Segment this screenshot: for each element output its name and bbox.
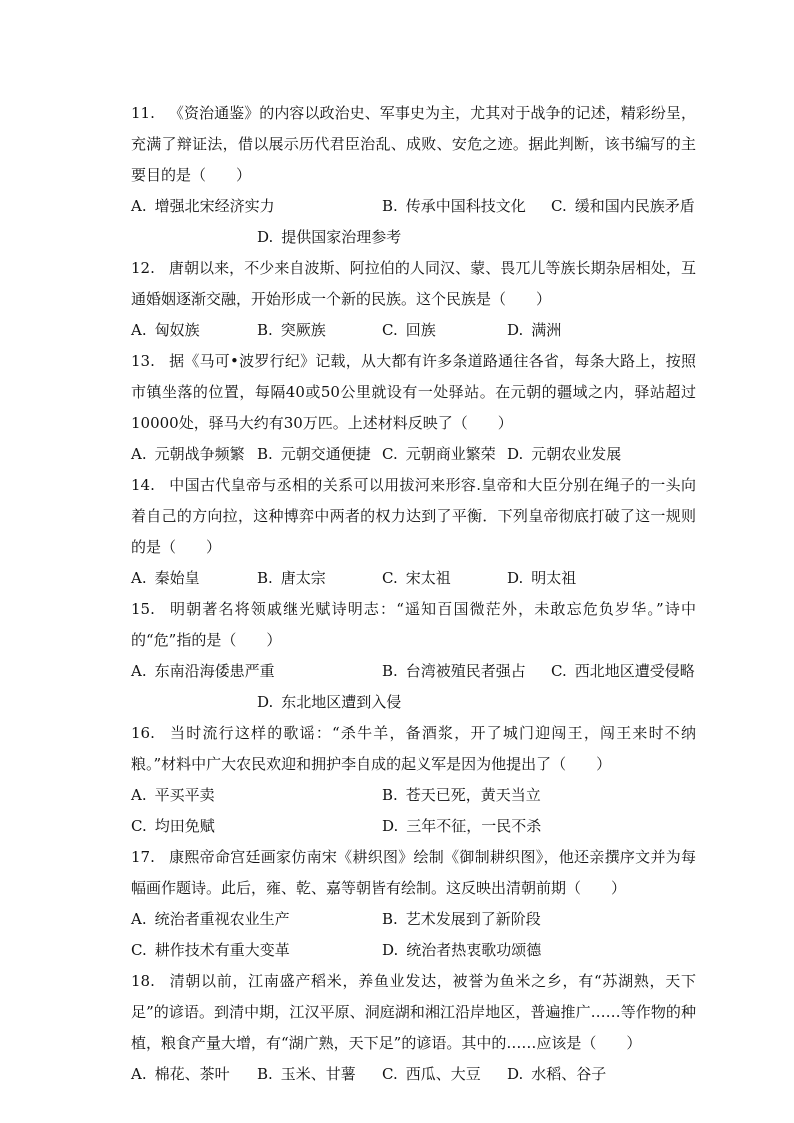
option-d: D. 东北地区遭到入侵 — [257, 693, 402, 711]
option-a: A. 元朝战争频繁 — [131, 445, 245, 463]
option-d: D. 三年不征，一民不杀 — [382, 817, 542, 835]
option-c: C. 宋太祖 — [382, 569, 451, 587]
option-d: D. 明太祖 — [507, 569, 577, 587]
option-a: A. 东南沿海倭患严重 — [131, 662, 275, 680]
question-17 — [131, 842, 696, 966]
option-c: C. 缓和国内民族矛盾 — [551, 197, 695, 215]
question-text: 明朝著名将领戚继光赋诗明志：“遥知百国微茫外，未敢忘危负岁华。”诗中的“危”指的是（ ） — [131, 600, 696, 649]
option-a: A. 统治者重视农业生产 — [131, 910, 290, 928]
option-b: B. 传承中国科技文化 — [382, 197, 526, 215]
question-text: 当时流行这样的歌谣：“杀牛羊，备酒浆，开了城门迎闯王，闯王来时不纳粮。”材料中广大农民欢迎和拥护李自成的起义军是因为他提出了（ ） — [131, 724, 696, 773]
question-stem — [131, 966, 696, 1059]
option-a: A. 增强北宋经济实力 — [131, 197, 275, 215]
options-row — [131, 656, 696, 687]
question-number: 12. — [131, 259, 155, 277]
option-a: A. 匈奴族 — [131, 321, 200, 339]
option-c: C. 回族 — [382, 321, 436, 339]
option-d: D. 元朝农业发展 — [507, 445, 622, 463]
question-stem — [131, 98, 696, 191]
options-row — [131, 439, 696, 470]
question-text: 唐朝以来，不少来自波斯、阿拉伯的人同汉、蒙、畏兀儿等族长期杂居相处，互通婚姻逐渐交融，开始形成一个新的民族。这个民族是（ ） — [131, 259, 696, 308]
question-number: 18. — [131, 972, 155, 990]
options-row — [131, 222, 696, 253]
question-text: 据《马可•波罗行纪》记载，从大都有许多条道路通往各省，每条大路上，按照市镇坐落的位置，每隔40或50公里就设有一处驿站。在元朝的疆域之内，驿站超过10000处，驿马大约有30万匹。上述材料反映了（ ） — [131, 352, 696, 432]
question-text: 《资治通鉴》的内容以政治史、军事史为主，尤其对于战争的记述，精彩纷呈，充满了辩证法，借以展示历代君臣治乱、成败、安危之迹。据此判断，该书编写的主要目的是（ ） — [131, 104, 696, 184]
option-b: B. 元朝交通便捷 — [257, 445, 371, 463]
option-d: D. 水稻、谷子 — [507, 1065, 607, 1083]
option-b: B. 玉米、甘薯 — [257, 1065, 356, 1083]
options-row — [131, 687, 696, 718]
options-row — [131, 191, 696, 222]
option-b: B. 台湾被殖民者强占 — [382, 662, 526, 680]
question-13 — [131, 346, 696, 470]
question-stem — [131, 718, 696, 780]
option-c: C. 耕作技术有重大变革 — [131, 941, 290, 959]
question-number: 14. — [131, 476, 155, 494]
question-stem — [131, 594, 696, 656]
option-c: C. 元朝商业繁荣 — [382, 445, 496, 463]
option-b: B. 艺术发展到了新阶段 — [382, 910, 541, 928]
option-c: C. 均田免赋 — [131, 817, 215, 835]
question-18 — [131, 966, 696, 1090]
question-number: 16. — [131, 724, 155, 742]
question-11 — [131, 98, 696, 253]
question-15 — [131, 594, 696, 718]
question-14 — [131, 470, 696, 594]
question-12 — [131, 253, 696, 346]
question-number: 17. — [131, 848, 155, 866]
option-d: D. 满洲 — [507, 321, 562, 339]
question-number: 15. — [131, 600, 155, 618]
question-stem — [131, 842, 696, 904]
question-list — [131, 98, 696, 1090]
options-row — [131, 315, 696, 346]
options-row — [131, 563, 696, 594]
question-stem — [131, 346, 696, 439]
option-b: B. 突厥族 — [257, 321, 326, 339]
option-a: A. 秦始皇 — [131, 569, 200, 587]
options-row — [131, 1059, 696, 1090]
option-d: D. 统治者热衷歌功颂德 — [382, 941, 542, 959]
options-row — [131, 904, 696, 935]
question-number: 11. — [131, 104, 155, 122]
question-text: 康熙帝命宫廷画家仿南宋《耕织图》绘制《御制耕织图》，他还亲撰序文并为每幅画作题诗。此后，雍、乾、嘉等朝皆有绘制。这反映出清朝前期（ ） — [131, 848, 696, 897]
option-b: B. 苍天已死，黄天当立 — [382, 786, 541, 804]
option-b: B. 唐太宗 — [257, 569, 326, 587]
options-row — [131, 811, 696, 842]
question-stem — [131, 470, 696, 563]
options-row — [131, 935, 696, 966]
question-16 — [131, 718, 696, 842]
options-row — [131, 780, 696, 811]
option-c: C. 西北地区遭受侵略 — [551, 662, 695, 680]
question-number: 13. — [131, 352, 155, 370]
option-a: A. 棉花、茶叶 — [131, 1065, 230, 1083]
option-d: D. 提供国家治理参考 — [257, 228, 402, 246]
option-a: A. 平买平卖 — [131, 786, 215, 804]
option-c: C. 西瓜、大豆 — [382, 1065, 481, 1083]
question-text: 清朝以前，江南盛产稻米，养鱼业发达，被誉为鱼米之乡，有“苏湖熟，天下足”的谚语。到清中期，江汉平原、洞庭湖和湘江沿岸地区，普遍推广……等作物的种植，粮食产量大增，有“湖广熟，天下足”的谚语。其中的……应该是（ ） — [131, 972, 696, 1052]
question-stem — [131, 253, 696, 315]
question-text: 中国古代皇帝与丞相的关系可以用拔河来形容.皇帝和大臣分别在绳子的一头向着自己的方向拉，这种博弈中两者的权力达到了平衡．下列皇帝彻底打破了这一规则的是（ ） — [131, 476, 696, 556]
